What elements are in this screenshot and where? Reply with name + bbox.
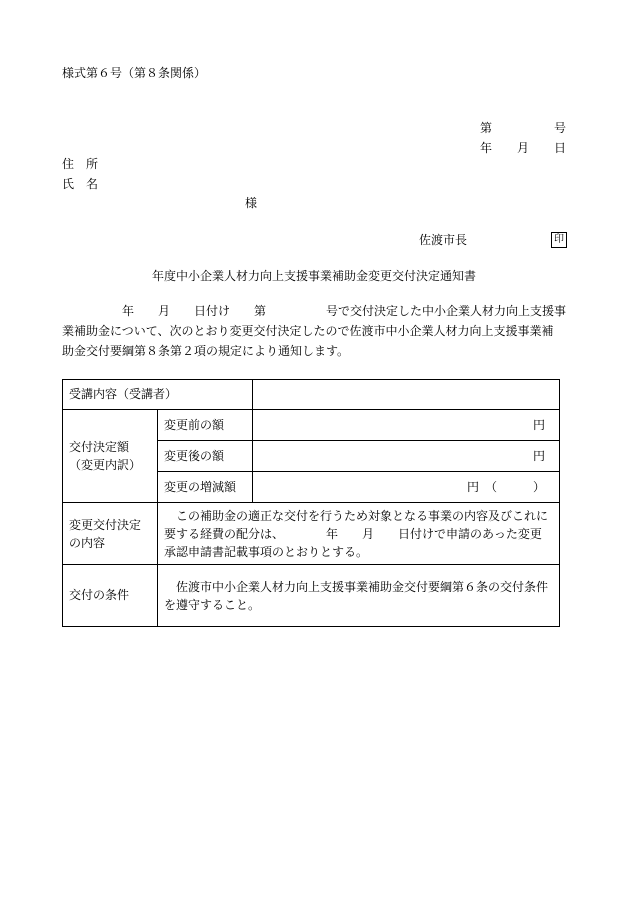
row-label-grant-amount: 交付決定額 （変更内訳）: [63, 410, 158, 503]
conditions-cell: 佐渡市中小企業人材力向上支援事業補助金交付要綱第６条の交付条件 を遵守すること。: [158, 565, 560, 627]
table-row: [63, 503, 560, 565]
course-value-cell: [253, 380, 560, 410]
document-title: 年度中小企業人材力向上支援事業補助金変更交付決定通知書: [152, 269, 477, 283]
doc-date-year: 年: [480, 141, 493, 155]
seal-mark: 印: [551, 232, 567, 248]
address-label: 住 所: [62, 157, 99, 171]
diff-amount-value: 円 （ ）: [253, 472, 560, 503]
doc-date-day: 日: [554, 141, 567, 155]
body-line: 助金交付要綱第８条第２項の規定により通知します。: [62, 344, 350, 358]
doc-number-suffix: 号: [554, 121, 567, 135]
row-label-decision-content: 変更交付決定 の内容: [63, 503, 158, 565]
after-amount-value: 円: [253, 441, 560, 472]
honorific: 様: [245, 196, 258, 210]
row-label-course: 受講内容（受講者）: [63, 380, 253, 410]
doc-number-prefix: 第: [480, 121, 493, 135]
table-row: [63, 380, 560, 410]
decision-table: [62, 379, 560, 627]
table-row: [63, 565, 560, 627]
doc-date-month: 月: [517, 141, 530, 155]
issuer: 佐渡市長: [419, 233, 468, 247]
after-amount-label: 変更後の額: [158, 441, 253, 472]
decision-content-cell: この補助金の適正な交付を行うため対象となる事業の内容及びこれに 要する経費の配分は、 年 月 日付けで申請のあった変更 承認申請書記載事項のとおりとする。: [158, 503, 560, 565]
form-number: 様式第６号（第８条関係）: [62, 66, 207, 80]
before-amount-label: 変更前の額: [158, 410, 253, 441]
body-line: 業補助金について、次のとおり変更交付決定したので佐渡市中小企業人材力向上支援事業補: [62, 324, 554, 338]
row-label-conditions: 交付の条件: [63, 565, 158, 627]
body-line: 年 月 日付け 第 号で交付決定した中小企業人材力向上支援事: [62, 304, 567, 318]
before-amount-value: 円: [253, 410, 560, 441]
table-row: [63, 410, 560, 441]
name-label: 氏 名: [62, 177, 99, 191]
diff-amount-label: 変更の増減額: [158, 472, 253, 503]
